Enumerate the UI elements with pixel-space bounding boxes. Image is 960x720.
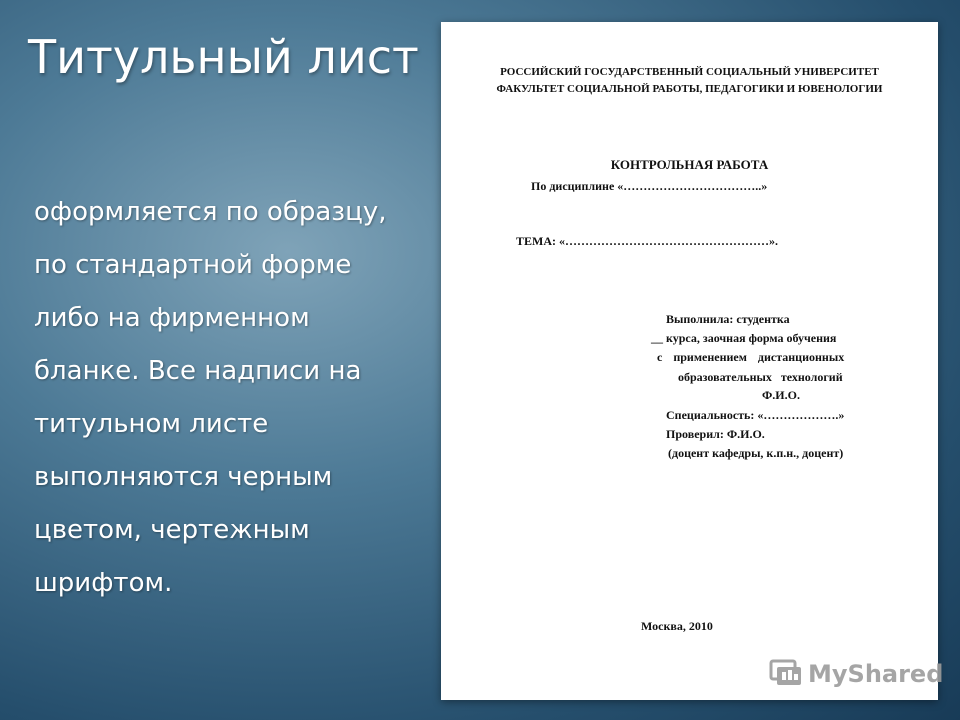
work-type: КОНТРОЛЬНАЯ РАБОТА (610, 157, 769, 172)
faculty-name: ФАКУЛЬТЕТ СОЦИАЛЬНОЙ РАБОТЫ, ПЕДАГОГИКИ И ЮВЕНОЛОГИИ (496, 83, 883, 95)
body-line: оформляется по образцу, (34, 197, 387, 227)
checker-title: (доцент кафедры, к.п.н., доцент) (668, 446, 844, 460)
body-line: по стандартной форме (34, 250, 352, 280)
specialty-line: Специальность: «……………….» (666, 408, 845, 422)
checked-by: Проверил: Ф.И.О. (666, 427, 765, 441)
myshared-watermark (768, 656, 943, 692)
body-line: цветом, чертежным (34, 515, 310, 545)
slide-title: Титульный лист (28, 30, 419, 84)
slide-body-text (34, 186, 434, 610)
watermark-text: MyShared (808, 660, 944, 688)
method-line-1: с применением дистанционных (657, 350, 845, 364)
student-name: Ф.И.О. (762, 388, 800, 402)
title-page-sample (441, 22, 938, 700)
discipline-line: По дисциплине «……………………………..» (531, 179, 768, 193)
course-line: __ курса, заочная форма обучения (651, 331, 837, 345)
performed-by: Выполнила: студентка (666, 312, 790, 326)
method-line-2: образовательных технологий (678, 370, 843, 384)
body-line: выполняются черным (34, 462, 333, 492)
topic-line: ТЕМА: «……………………………………………». (516, 234, 778, 248)
myshared-logo-icon (768, 657, 802, 691)
university-name: РОССИЙСКИЙ ГОСУДАРСТВЕННЫЙ СОЦИАЛЬНЫЙ УНИВЕРСИТЕТ (500, 66, 879, 78)
body-line: титульном листе (34, 409, 269, 439)
city-year: Москва, 2010 (641, 619, 713, 633)
body-line: либо на фирменном (34, 303, 310, 333)
body-line: шрифтом. (34, 568, 173, 598)
body-line: бланке. Все надписи на (34, 356, 362, 386)
